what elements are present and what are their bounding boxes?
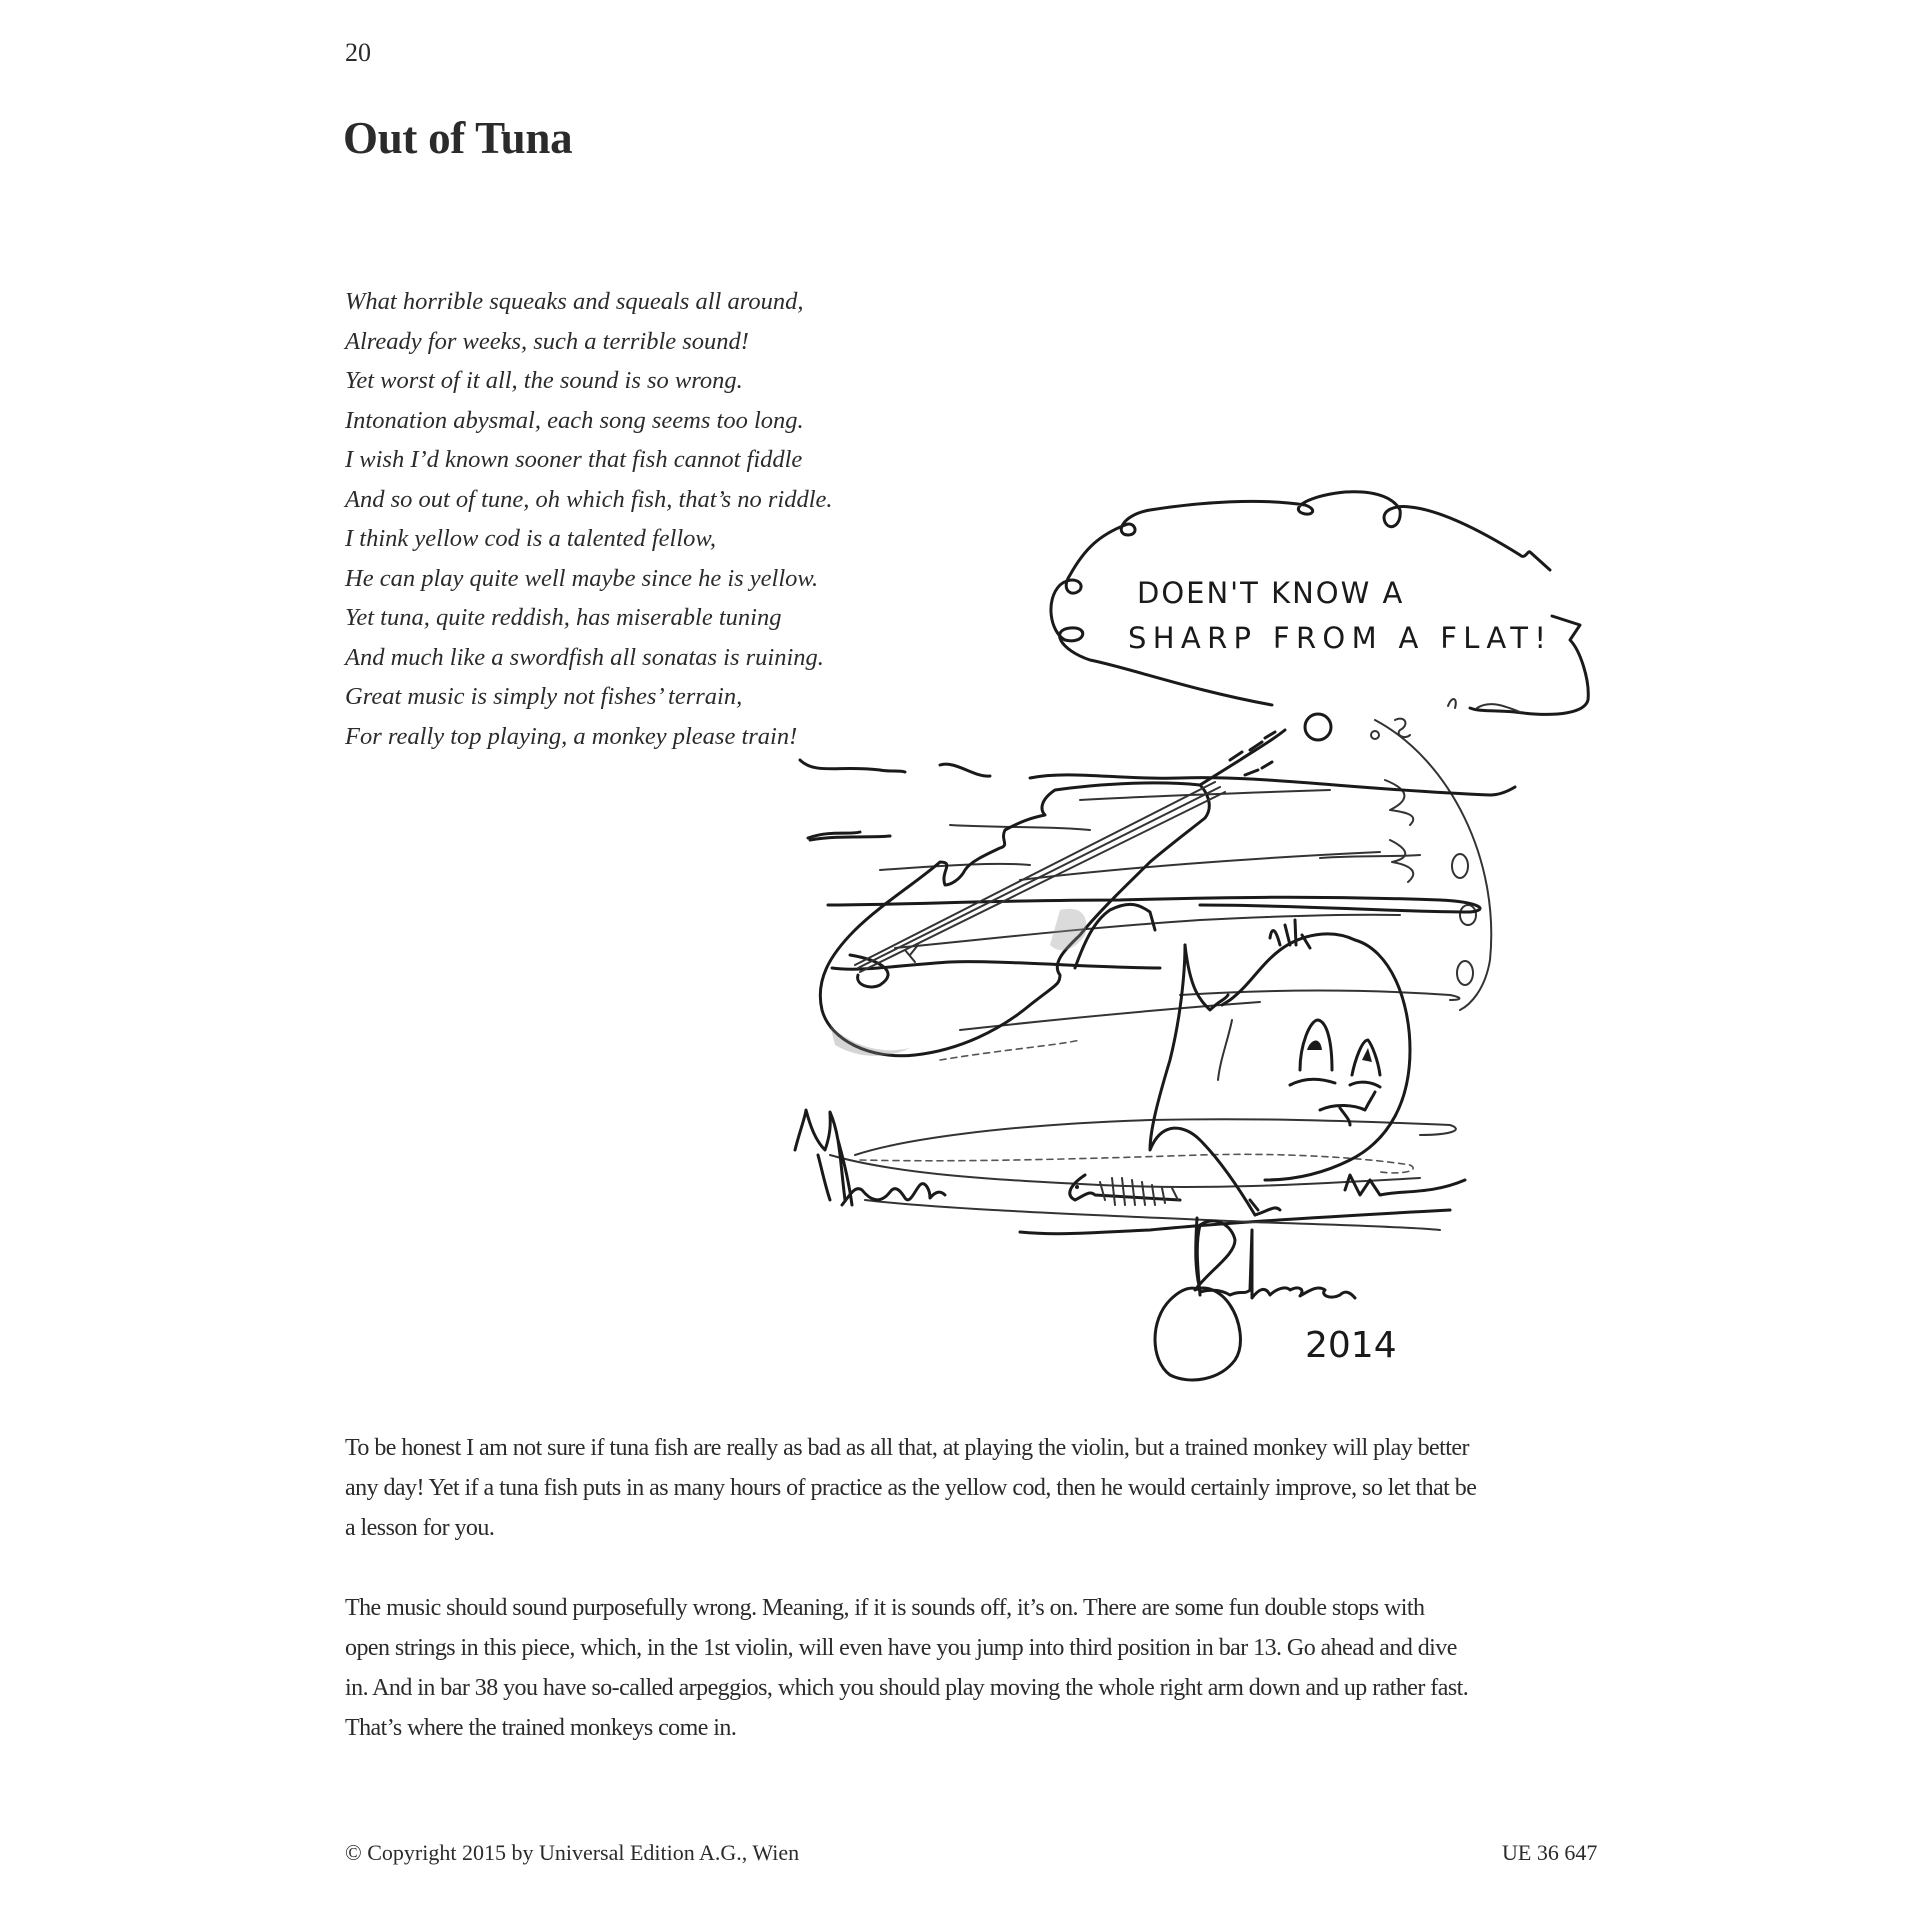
poem-line: I think yellow cod is a talented fellow, xyxy=(345,525,717,552)
speech-bubble-icon xyxy=(1051,492,1588,715)
seaweed-icon xyxy=(795,1110,1465,1205)
poem-line: Yet worst of it all, the sound is so wrong. xyxy=(345,367,743,394)
paragraph-performance-notes xyxy=(345,1588,1603,1748)
paragraph-intro xyxy=(345,1428,1603,1548)
poem-line: Great music is simply not fishes’ terrain, xyxy=(345,683,743,710)
bubbles-icon xyxy=(1371,719,1491,1010)
fish-skeleton-icon xyxy=(1070,1175,1180,1205)
poem-line: He can play quite well maybe since he is yellow. xyxy=(345,564,819,592)
poem-line: What horrible squeaks and squeals all around, xyxy=(345,288,804,315)
poem-line: Intonation abysmal, each song seems too long. xyxy=(345,406,804,434)
paragraph-line: open strings in this piece, which, in the 1st violin, will even have you jump into third position in bar 13. Go ahead and dive xyxy=(345,1635,1457,1661)
poem-line: Already for weeks, such a terrible sound! xyxy=(345,327,749,355)
poem-line: Yet tuna, quite reddish, has miserable tuning xyxy=(345,604,782,631)
signature-year: 2014 xyxy=(1305,1325,1397,1366)
poem-line: For really top playing, a monkey please train! xyxy=(345,722,798,750)
speech-bubble-line1: DOEN'T KNOW A xyxy=(1137,576,1405,610)
footer-edition-code: UE 36 647 xyxy=(1502,1840,1598,1865)
paragraph-line: a lesson for you. xyxy=(345,1515,495,1541)
paragraph-line: To be honest I am not sure if tuna fish are really as bad as all that, at playing the violin, but a trained monkey will play better xyxy=(345,1435,1469,1461)
page-title: Out of Tuna xyxy=(343,113,573,163)
poem-line: And so out of tune, oh which fish, that’s no riddle. xyxy=(345,485,833,513)
speech-bubble-line2: SHARP FROM A FLAT! xyxy=(1128,621,1548,655)
paragraph-line: The music should sound purposefully wrong. Meaning, if it is sounds off, it’s on. There are some fun double stops with xyxy=(345,1595,1425,1621)
water-lines xyxy=(800,760,1515,1234)
paragraph-line: any day! Yet if a tuna fish puts in as many hours of practice as the yellow cod, then he would certainly improve, so let that be xyxy=(345,1475,1477,1501)
paragraph-line: That’s where the trained monkeys come in. xyxy=(345,1715,737,1741)
footer-copyright: © Copyright 2015 by Universal Edition A.G., Wien xyxy=(345,1840,800,1865)
signature-icon xyxy=(1155,1218,1397,1380)
page-number: 20 xyxy=(345,38,371,67)
poem xyxy=(345,282,833,756)
poem-line: I wish I’d known sooner that fish cannot fiddle xyxy=(345,446,803,473)
violin-icon xyxy=(820,714,1331,1056)
poem-line: And much like a swordfish all sonatas is ruining. xyxy=(345,643,824,671)
paragraph-line: in. And in bar 38 you have so-called arpeggios, which you should play moving the whole right arm down and up rather fast. xyxy=(345,1675,1469,1701)
fish-icon xyxy=(1150,920,1410,1215)
